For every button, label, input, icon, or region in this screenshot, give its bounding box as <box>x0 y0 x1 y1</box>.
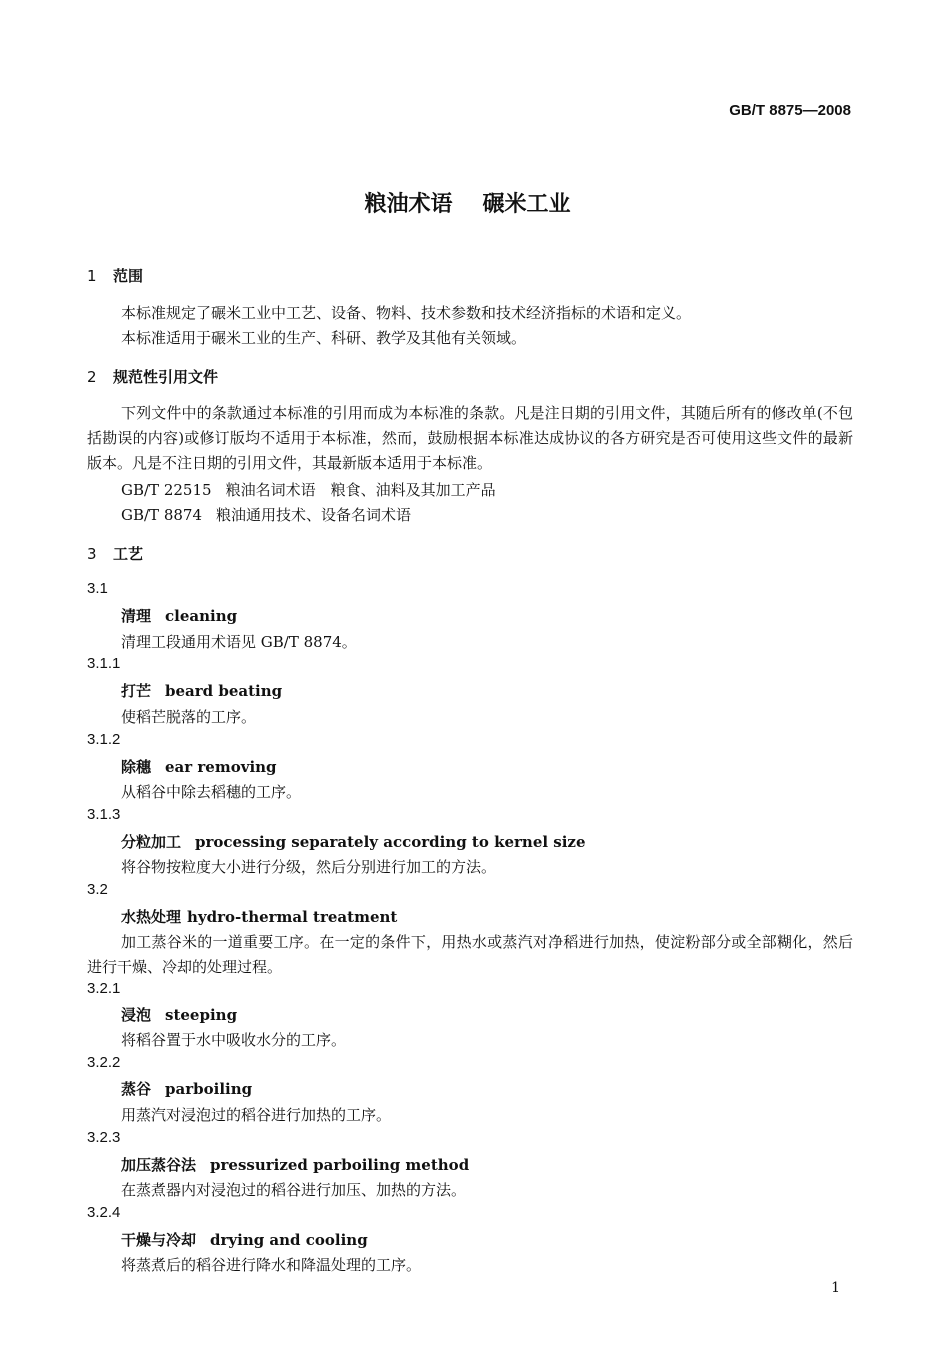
term-definition: 从稻谷中除去稻穗的工序。 <box>121 783 302 801</box>
term-entry <box>121 831 585 852</box>
section-heading-references <box>87 366 218 387</box>
term-english: drying and cooling <box>210 1231 368 1249</box>
section-title: 工艺 <box>113 545 144 563</box>
clause-number: 3.2.2 <box>87 1054 121 1071</box>
term-chinese: 除穗 <box>121 758 152 776</box>
reference-item <box>121 504 411 525</box>
clause-number: 3.2.1 <box>87 980 121 997</box>
term-entry <box>121 1078 252 1099</box>
clause-number: 3.1 <box>87 580 108 597</box>
clause-number: 3.2.3 <box>87 1129 121 1146</box>
section-title: 规范性引用文件 <box>113 368 219 386</box>
section-heading-process <box>87 543 143 564</box>
clause-number: 3.2.4 <box>87 1204 121 1221</box>
page-number: 1 <box>831 1280 840 1296</box>
term-definition: 将谷物按粒度大小进行分级，然后分别进行加工的方法。 <box>121 858 497 876</box>
term-chinese: 浸泡 <box>121 1006 152 1024</box>
term-chinese: 打芒 <box>121 682 152 700</box>
clause-number: 3.1.1 <box>87 655 121 672</box>
scope-paragraph-1: 本标准规定了碾米工业中工艺、设备、物料、技术参数和技术经济指标的术语和定义。 <box>121 304 692 322</box>
term-definition: 使稻芒脱落的工序。 <box>121 708 257 726</box>
term-chinese: 干燥与冷却 <box>121 1231 197 1249</box>
term-english: steeping <box>165 1006 238 1024</box>
term-definition: 加工蒸谷米的一道重要工序。在一定的条件下，用热水或蒸汽对净稻进行加热，使淀粉部分或全部糊化，然后进行干燥、冷却的处理过程。 <box>87 933 853 976</box>
term-entry <box>121 756 277 777</box>
section-number: 1 <box>87 267 97 285</box>
scope-paragraph-2: 本标准适用于碾米工业的生产、科研、教学及其他有关领域。 <box>121 329 527 347</box>
clause-number: 3.2 <box>87 881 108 898</box>
term-entry <box>121 1229 368 1250</box>
reference-code: GB/T 22515 <box>121 481 212 499</box>
section-number: 3 <box>87 545 97 563</box>
term-entry <box>121 1004 237 1025</box>
term-english: beard beating <box>165 682 283 700</box>
term-definition: 在蒸煮器内对浸泡过的稻谷进行加压、加热的方法。 <box>121 1181 467 1199</box>
reference-title: 粮油名词术语 粮食、油料及其加工产品 <box>225 481 496 499</box>
section-number: 2 <box>87 368 97 386</box>
term-definition: 将蒸煮后的稻谷进行降水和降温处理的工序。 <box>121 1256 422 1274</box>
term-chinese: 水热处理 <box>121 908 182 926</box>
term-english: processing separately according to kernel size <box>195 833 586 851</box>
term-definition: 清理工段通用术语见 GB/T 8874。 <box>121 633 357 651</box>
clause-number: 3.1.2 <box>87 731 121 748</box>
clause-number: 3.1.3 <box>87 806 121 823</box>
references-paragraph: 下列文件中的条款通过本标准的引用而成为本标准的条款。凡是注日期的引用文件，其随后所有的修改单(不包括勘误的内容)或修订版均不适用于本标准，然而，鼓励根据本标准达成协议的各方研究是否可使用这些文件的最新版本。凡是不注日期的引用文件，其最新版本适用于本标准。 <box>87 404 853 472</box>
term-chinese: 蒸谷 <box>121 1080 152 1098</box>
term-entry <box>121 605 237 626</box>
term-english: cleaning <box>165 607 238 625</box>
reference-code: GB/T 8874 <box>121 506 203 524</box>
section-heading-scope <box>87 265 143 286</box>
term-english: parboiling <box>165 1080 253 1098</box>
reference-title: 粮油通用技术、设备名词术语 <box>216 506 412 524</box>
term-english: pressurized parboiling method <box>210 1156 470 1174</box>
term-chinese: 分粒加工 <box>121 833 182 851</box>
term-entry <box>121 1154 469 1175</box>
section-title: 范围 <box>113 267 144 285</box>
standard-number: GB/T 8875—2008 <box>729 102 851 119</box>
page-title <box>0 187 935 218</box>
title-part-1: 粮油术语 <box>364 192 453 217</box>
term-entry <box>121 906 397 927</box>
term-entry <box>121 680 282 701</box>
reference-item <box>121 479 496 500</box>
term-chinese: 加压蒸谷法 <box>121 1156 197 1174</box>
title-part-2: 碾米工业 <box>482 192 571 217</box>
term-chinese: 清理 <box>121 607 152 625</box>
term-definition: 将稻谷置于水中吸收水分的工序。 <box>121 1031 347 1049</box>
term-definition: 用蒸汽对浸泡过的稻谷进行加热的工序。 <box>121 1106 392 1124</box>
term-english: ear removing <box>165 758 277 776</box>
term-english: hydro-thermal treatment <box>187 908 398 926</box>
